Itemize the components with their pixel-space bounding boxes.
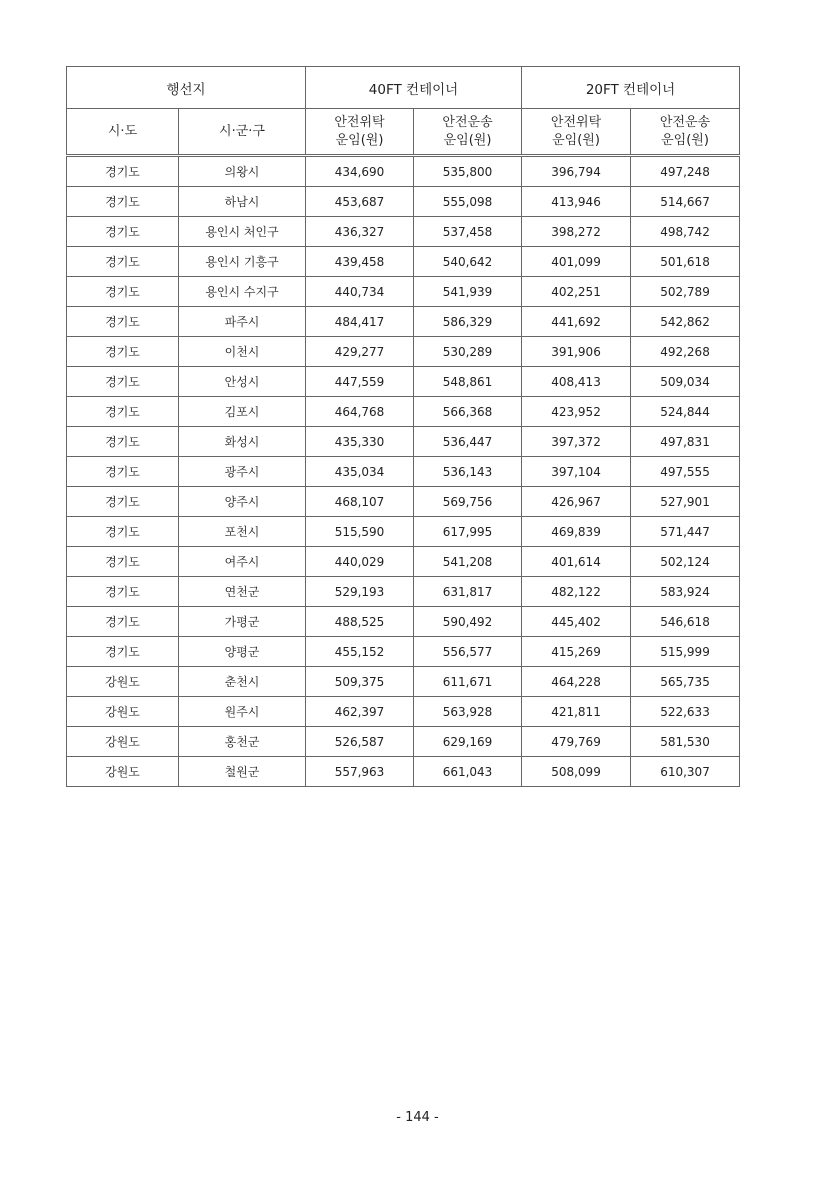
table-row <box>67 187 740 217</box>
ft20-transport-cell: 497,831 <box>631 427 740 457</box>
ft20-commission-cell: 426,967 <box>522 487 631 517</box>
ft40-transport-cell: 563,928 <box>414 697 522 727</box>
ft20-transport-header <box>631 109 740 156</box>
ft40-transport-cell: 569,756 <box>414 487 522 517</box>
ft20-commission-cell: 396,794 <box>522 156 631 187</box>
ft40-commission-cell: 429,277 <box>306 337 414 367</box>
ft20-commission-cell: 421,811 <box>522 697 631 727</box>
header-line: 안전위탁 <box>334 114 385 130</box>
ft40-header: 40FT 컨테이너 <box>306 67 522 109</box>
ft40-commission-cell: 509,375 <box>306 667 414 697</box>
header-line: 안전위탁 <box>550 114 602 130</box>
ft40-commission-cell: 529,193 <box>306 577 414 607</box>
ft20-transport-cell: 546,618 <box>631 607 740 637</box>
header-line: 운임(원) <box>443 132 492 148</box>
city-cell: 철원군 <box>179 757 306 787</box>
city-cell: 여주시 <box>179 547 306 577</box>
ft20-transport-cell: 610,307 <box>631 757 740 787</box>
ft40-transport-cell: 541,939 <box>414 277 522 307</box>
ft20-transport-cell: 571,447 <box>631 517 740 547</box>
ft20-commission-cell: 398,272 <box>522 217 631 247</box>
ft20-commission-cell: 401,099 <box>522 247 631 277</box>
ft20-transport-cell: 524,844 <box>631 397 740 427</box>
ft40-transport-cell: 530,289 <box>414 337 522 367</box>
city-cell: 김포시 <box>179 397 306 427</box>
ft20-transport-cell: 502,124 <box>631 547 740 577</box>
freight-rate-table <box>66 66 740 787</box>
ft20-commission-cell: 445,402 <box>522 607 631 637</box>
header-row-sub <box>67 109 740 156</box>
ft40-commission-cell: 515,590 <box>306 517 414 547</box>
ft40-commission-cell: 434,690 <box>306 156 414 187</box>
province-cell: 경기도 <box>67 607 179 637</box>
table-row <box>67 397 740 427</box>
province-cell: 강원도 <box>67 757 179 787</box>
table-row <box>67 547 740 577</box>
ft20-commission-header <box>522 109 631 156</box>
ft20-transport-cell: 542,862 <box>631 307 740 337</box>
ft20-transport-cell: 502,789 <box>631 277 740 307</box>
province-cell: 경기도 <box>67 457 179 487</box>
ft20-transport-cell: 509,034 <box>631 367 740 397</box>
province-cell: 경기도 <box>67 547 179 577</box>
province-cell: 경기도 <box>67 156 179 187</box>
ft20-transport-cell: 514,667 <box>631 187 740 217</box>
province-cell: 경기도 <box>67 187 179 217</box>
ft20-commission-cell: 464,228 <box>522 667 631 697</box>
province-cell: 경기도 <box>67 427 179 457</box>
ft40-transport-cell: 661,043 <box>414 757 522 787</box>
ft40-transport-cell: 590,492 <box>414 607 522 637</box>
city-cell: 안성시 <box>179 367 306 397</box>
table-row <box>67 667 740 697</box>
ft20-transport-cell: 498,742 <box>631 217 740 247</box>
table-row <box>67 367 740 397</box>
table-row <box>67 217 740 247</box>
ft20-commission-cell: 469,839 <box>522 517 631 547</box>
ft40-commission-cell: 484,417 <box>306 307 414 337</box>
table-row <box>67 247 740 277</box>
city-cell: 용인시 수지구 <box>179 277 306 307</box>
table-row <box>67 637 740 667</box>
ft40-transport-cell: 566,368 <box>414 397 522 427</box>
province-cell: 경기도 <box>67 487 179 517</box>
city-cell: 화성시 <box>179 427 306 457</box>
ft40-transport-cell: 548,861 <box>414 367 522 397</box>
ft20-header: 20FT 컨테이너 <box>522 67 740 109</box>
province-cell: 경기도 <box>67 307 179 337</box>
ft40-transport-cell: 537,458 <box>414 217 522 247</box>
ft40-commission-cell: 439,458 <box>306 247 414 277</box>
ft20-commission-cell: 423,952 <box>522 397 631 427</box>
ft40-transport-cell: 536,143 <box>414 457 522 487</box>
province-cell: 강원도 <box>67 727 179 757</box>
ft40-commission-cell: 436,327 <box>306 217 414 247</box>
ft40-transport-cell: 617,995 <box>414 517 522 547</box>
city-cell: 용인시 처인구 <box>179 217 306 247</box>
city-cell: 홍천군 <box>179 727 306 757</box>
ft20-commission-cell: 391,906 <box>522 337 631 367</box>
table-row <box>67 337 740 367</box>
ft40-transport-cell: 540,642 <box>414 247 522 277</box>
ft40-transport-cell: 535,800 <box>414 156 522 187</box>
city-cell: 연천군 <box>179 577 306 607</box>
ft40-transport-cell: 536,447 <box>414 427 522 457</box>
ft20-commission-cell: 508,099 <box>522 757 631 787</box>
ft20-transport-cell: 527,901 <box>631 487 740 517</box>
destination-header: 행선지 <box>67 67 306 109</box>
header-line: 운임(원) <box>552 132 600 148</box>
table-row <box>67 577 740 607</box>
ft20-transport-cell: 497,248 <box>631 156 740 187</box>
table-row <box>67 607 740 637</box>
ft20-transport-cell: 583,924 <box>631 577 740 607</box>
ft20-transport-cell: 522,633 <box>631 697 740 727</box>
header-line: 안전운송 <box>442 114 493 130</box>
ft40-transport-cell: 586,329 <box>414 307 522 337</box>
ft20-commission-cell: 402,251 <box>522 277 631 307</box>
ft20-commission-cell: 415,269 <box>522 637 631 667</box>
ft20-commission-cell: 482,122 <box>522 577 631 607</box>
header-row-top <box>67 67 740 109</box>
city-cell: 용인시 기흥구 <box>179 247 306 277</box>
ft40-commission-cell: 435,034 <box>306 457 414 487</box>
ft40-commission-cell: 468,107 <box>306 487 414 517</box>
ft20-transport-cell: 515,999 <box>631 637 740 667</box>
province-cell: 강원도 <box>67 667 179 697</box>
ft20-transport-cell: 565,735 <box>631 667 740 697</box>
city-cell: 원주시 <box>179 697 306 727</box>
header-line: 운임(원) <box>661 132 709 148</box>
province-cell: 경기도 <box>67 247 179 277</box>
header-line: 안전운송 <box>659 114 711 130</box>
ft20-commission-cell: 397,104 <box>522 457 631 487</box>
province-cell: 경기도 <box>67 517 179 547</box>
ft40-transport-cell: 629,169 <box>414 727 522 757</box>
ft40-commission-cell: 557,963 <box>306 757 414 787</box>
ft40-commission-cell: 440,029 <box>306 547 414 577</box>
ft40-transport-cell: 541,208 <box>414 547 522 577</box>
ft20-commission-cell: 397,372 <box>522 427 631 457</box>
table-body <box>67 156 740 787</box>
ft40-transport-cell: 556,577 <box>414 637 522 667</box>
table-row <box>67 517 740 547</box>
city-header: 시·군·구 <box>179 109 306 156</box>
header-line: 운임(원) <box>335 132 384 148</box>
page-number: - 144 - <box>396 1110 439 1125</box>
ft40-commission-cell: 462,397 <box>306 697 414 727</box>
province-cell: 경기도 <box>67 637 179 667</box>
table-row <box>67 277 740 307</box>
table-row <box>67 427 740 457</box>
table-row <box>67 757 740 787</box>
city-cell: 양평군 <box>179 637 306 667</box>
ft20-commission-cell: 401,614 <box>522 547 631 577</box>
city-cell: 파주시 <box>179 307 306 337</box>
city-cell: 가평군 <box>179 607 306 637</box>
ft20-commission-cell: 479,769 <box>522 727 631 757</box>
ft20-commission-cell: 413,946 <box>522 187 631 217</box>
ft40-commission-header <box>306 109 414 156</box>
ft40-transport-header <box>414 109 522 156</box>
ft40-transport-cell: 631,817 <box>414 577 522 607</box>
table-row <box>67 457 740 487</box>
table-row <box>67 697 740 727</box>
ft20-commission-cell: 441,692 <box>522 307 631 337</box>
city-cell: 광주시 <box>179 457 306 487</box>
ft20-transport-cell: 492,268 <box>631 337 740 367</box>
ft40-commission-cell: 464,768 <box>306 397 414 427</box>
ft40-transport-cell: 555,098 <box>414 187 522 217</box>
ft20-transport-cell: 497,555 <box>631 457 740 487</box>
table-row <box>67 487 740 517</box>
province-cell: 경기도 <box>67 397 179 427</box>
table-row <box>67 156 740 187</box>
city-cell: 의왕시 <box>179 156 306 187</box>
province-cell: 경기도 <box>67 367 179 397</box>
city-cell: 하남시 <box>179 187 306 217</box>
ft40-commission-cell: 440,734 <box>306 277 414 307</box>
ft20-transport-cell: 501,618 <box>631 247 740 277</box>
city-cell: 이천시 <box>179 337 306 367</box>
ft20-transport-cell: 581,530 <box>631 727 740 757</box>
province-cell: 경기도 <box>67 577 179 607</box>
ft40-commission-cell: 435,330 <box>306 427 414 457</box>
ft40-commission-cell: 447,559 <box>306 367 414 397</box>
province-cell: 경기도 <box>67 337 179 367</box>
province-cell: 경기도 <box>67 277 179 307</box>
province-cell: 경기도 <box>67 217 179 247</box>
province-cell: 강원도 <box>67 697 179 727</box>
ft40-transport-cell: 611,671 <box>414 667 522 697</box>
ft40-commission-cell: 488,525 <box>306 607 414 637</box>
city-cell: 춘천시 <box>179 667 306 697</box>
province-header: 시·도 <box>67 109 179 156</box>
ft40-commission-cell: 526,587 <box>306 727 414 757</box>
city-cell: 포천시 <box>179 517 306 547</box>
table-row <box>67 727 740 757</box>
ft40-commission-cell: 455,152 <box>306 637 414 667</box>
ft20-commission-cell: 408,413 <box>522 367 631 397</box>
city-cell: 양주시 <box>179 487 306 517</box>
table-row <box>67 307 740 337</box>
ft40-commission-cell: 453,687 <box>306 187 414 217</box>
